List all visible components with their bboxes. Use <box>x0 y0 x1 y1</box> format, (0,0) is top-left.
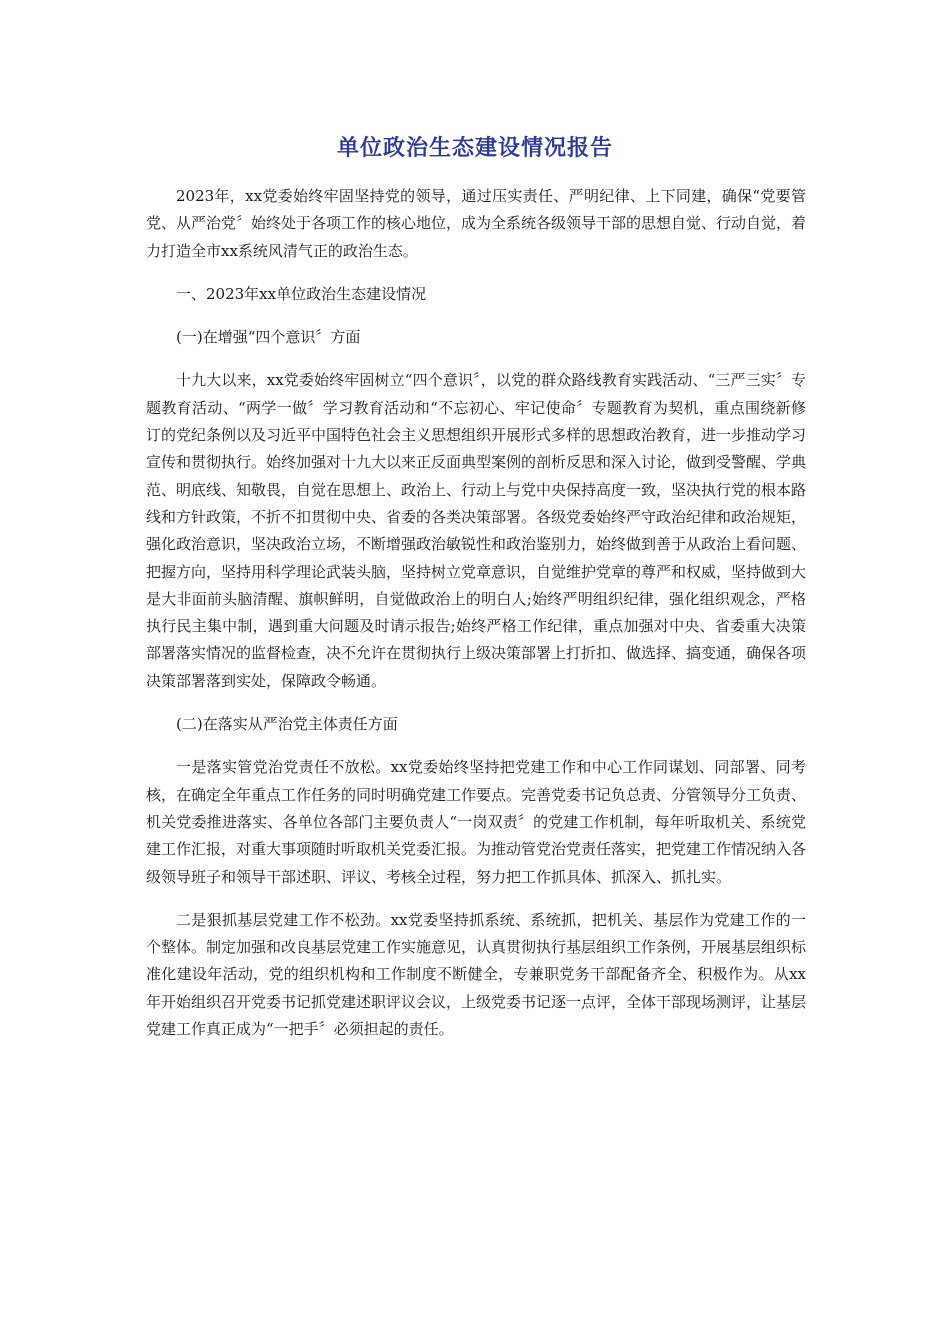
body-paragraph-1: 十九大以来，xx党委始终牢固树立“四个意识〞，以党的群众路线教育实践活动、“三严三实〞专题教育活动、“两学一做〞学习教育活动和“不忘初心、牢记使命〞专题教育为契机，重点围绕新修订的党纪条例以及习近平中国特色社会主义思想组织开展形式多样的思想政治教育，进一步推动学习宣传和贯彻执行。始终加强对十九大以来正反面典型案例的剖析反思和深入讨论，做到受警醒、学典范、明底线、知敬畏，自觉在思想上、政治上、行动上与党中央保持高度一致，坚决执行党的根本路线和方针政策，不折不扣贯彻中央、省委的各类决策部署。各级党委始终严守政治纪律和政治规矩，强化政治意识，坚决政治立场，不断增强政治敏锐性和政治鉴别力，始终做到善于从政治上看问题、把握方向，坚持用科学理论武装头脑，坚持树立党章意识，自觉维护党章的尊严和权威，坚持做到大是大非面前头脑清醒、旗帜鲜明，自觉做政治上的明白人;始终严明组织纪律，强化组织观念，严格执行民主集中制，遇到重大问题及时请示报告;始终严格工作纪律，重点加强对中央、省委重大决策部署落实情况的监督检查，决不允许在贯彻执行上级决策部署上打折扣、做选择、搞变通，确保各项决策部署落到实处，保障政令畅通。 <box>146 371 807 690</box>
document-body <box>146 183 806 1059</box>
subsection-heading-1: (一)在增强“四个意识〞方面 <box>176 328 361 347</box>
document-title: 单位政治生态建设情况报告 <box>336 136 613 161</box>
body-paragraph-2: 一是落实管党治党责任不放松。xx党委始终坚持把党建工作和中心工作同谋划、同部署、同考核，在确定全年重点工作任务的同时明确党建工作要点。完善党委书记负总责、分管领导分工负责、机关党委推进落实、各单位各部门主要负责人“一岗双责〞的党建工作机制，每年听取机关、系统党建工作汇报，对重大事项随时听取机关党委汇报。为推动管党治党责任落实，把党建工作情况纳入各级领导班子和领导干部述职、评议、考核全过程，努力把工作抓具体、抓深入、抓扎实。 <box>146 758 807 886</box>
body-paragraph-3: 二是狠抓基层党建工作不松劲。xx党委坚持抓系统、系统抓，把机关、基层作为党建工作的一个整体。制定加强和改良基层党建工作实施意见，认真贯彻执行基层组织工作条例，开展基层组织标准化建设年活动，党的组织机构和工作制度不断健全，专兼职党务干部配备齐全、积极作为。从xx年开始组织召开党委书记抓党建述职评议会议，上级党委书记逐一点评，全体干部现场测评，让基层党建工作真正成为“一把手〞必须担起的责任。 <box>146 910 807 1039</box>
subsection-heading-2: (二)在落实从严治党主体责任方面 <box>176 715 398 734</box>
section-heading-1: 一、2023年xx单位政治生态建设情况 <box>176 284 427 303</box>
intro-paragraph: 2023年，xx党委始终牢固坚持党的领导，通过压实责任、严明纪律、上下同建，确保“党要管党、从严治党〞始终处于各项工作的核心地位，成为全系统各级领导干部的思想自觉、行动自觉，着力打造全市xx系统风清气正的政治生态。 <box>146 187 807 260</box>
